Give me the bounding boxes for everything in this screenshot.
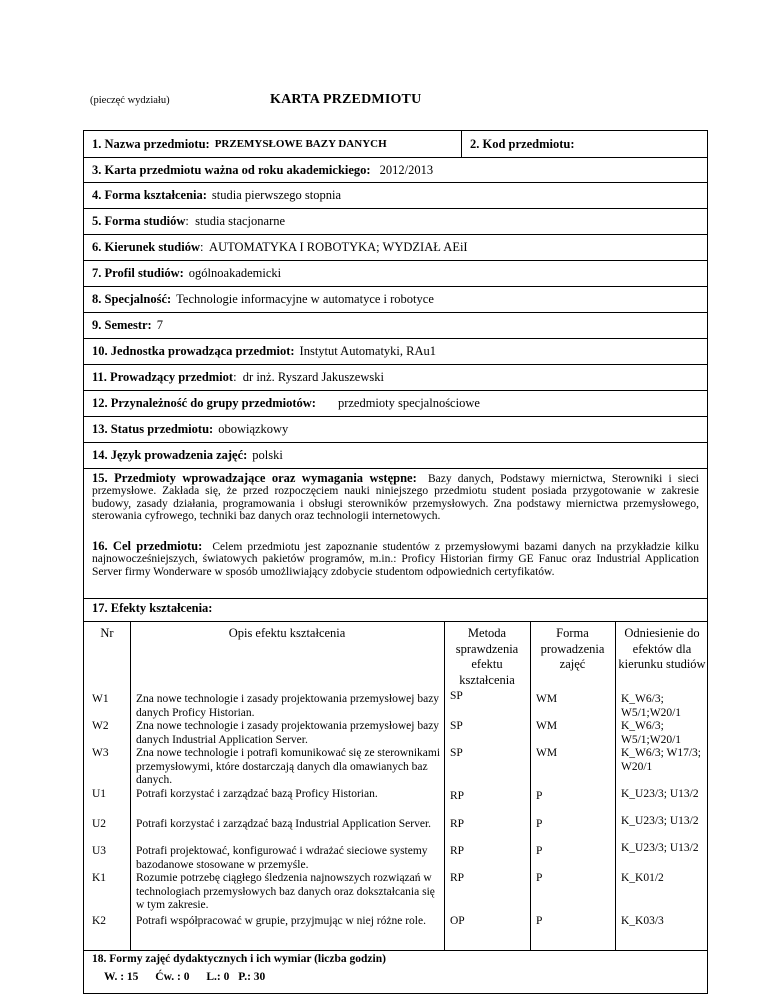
- field-3: [84, 158, 707, 183]
- course-name: PRZEMYSŁOWE BAZY DANYCH: [214, 138, 387, 150]
- outcome-nr: U2: [92, 818, 107, 830]
- outcomes-table: [84, 621, 707, 951]
- outcome-reference: K_W6/3; W17/3; W20/1: [621, 747, 701, 773]
- header-method: Metoda sprawdzenia efektu kształcenia: [455, 626, 519, 687]
- outcome-description: Rozumie potrzebę ciągłego śledzenia najnowszych rozwiązań w technologiach przemysłowych baz danych oraz dokształcania się w tym zakresie.: [136, 872, 435, 911]
- outcome-description: Zna nowe technologie i potrafi komunikować się ze sterownikami przemysłowymi, które dostarczają danych dla omawianych baz danych.: [136, 747, 441, 786]
- field-5-value: : studia stacjonarne: [185, 214, 286, 228]
- field-16-label: 16. Cel przedmiotu:: [92, 539, 203, 553]
- outcome-reference: K_K03/3: [621, 915, 664, 927]
- outcome-method: RP: [450, 872, 465, 884]
- field-18-label: 18. Formy zajęć dydaktycznych i ich wymiar (liczba godzin): [92, 953, 386, 965]
- field-17-label: 17. Efekty kształcenia:: [92, 601, 213, 615]
- outcome-method: RP: [450, 790, 465, 802]
- field-7-value: ogólnoakademicki: [188, 266, 282, 280]
- field-12-label: 12. Przynależność do grupy przedmiotów:: [92, 396, 316, 410]
- field-17: [84, 599, 707, 621]
- outcome-method: SP: [450, 690, 463, 702]
- field-11-label: 11. Prowadzący przedmiot: [92, 370, 234, 384]
- outcome-nr: W1: [92, 693, 109, 705]
- field-18: [84, 951, 707, 993]
- field-10: [84, 339, 707, 365]
- field-6-value: : AUTOMATYKA I ROBOTYKA; WYDZIAŁ AEiI: [200, 240, 468, 254]
- field-5-label: 5. Forma studiów: [92, 214, 186, 228]
- outcome-method: RP: [450, 845, 465, 857]
- field-3-value: 2012/2013: [379, 162, 434, 177]
- field-8-value: Technologie informacyjne w automatyce i robotyce: [176, 292, 434, 306]
- page-title: KARTA PRZEDMIOTU: [270, 92, 422, 107]
- field-16: [84, 537, 707, 599]
- outcome-description: Zna nowe technologie i zasady projektowania przemysłowej bazy danych Proficy Historian.: [136, 693, 440, 719]
- outcome-description: Zna nowe technologie i zasady projektowania przemysłowej bazy danych Industrial Application Server.: [136, 720, 440, 746]
- field-9-value: 7: [156, 318, 163, 332]
- outcome-nr: U3: [92, 845, 107, 857]
- field-8: [84, 287, 707, 313]
- field-6: [84, 235, 707, 261]
- field-12: [84, 391, 707, 417]
- outcome-nr: K2: [92, 915, 107, 927]
- field-1-label: 1. Nazwa przedmiotu:: [92, 136, 210, 151]
- outcome-nr: U1: [92, 788, 107, 800]
- header-nr: Nr: [100, 626, 114, 640]
- field-2-label: 2. Kod przedmiotu:: [470, 136, 575, 151]
- outcome-reference: K_W6/3; W5/1;W20/1: [621, 720, 682, 746]
- outcome-reference: K_U23/3; U13/2: [621, 815, 699, 827]
- outcome-description: Potrafi korzystać i zarządzać bazą Industrial Application Server.: [136, 818, 432, 830]
- outcome-description: Potrafi współpracować w grupie, przyjmując w niej różne role.: [136, 915, 426, 927]
- field-16-value: Celem przedmiotu jest zapoznanie studentów z przemysłowymi bazami danych na przykładzie kilku najnowocześniejszych, światowych pakietów programów, m.in.: Proficy Historian firmy GE Fanuc oraz Industrial Application Server firmy Wonderware w sposób umożliwiający zdobycie studentom odpowiednich certyfikatów.: [92, 541, 700, 578]
- field-7-label: 7. Profil studiów:: [92, 266, 184, 280]
- outcome-method: SP: [450, 720, 463, 732]
- outcome-form: WM: [536, 747, 558, 759]
- outcome-description: Potrafi korzystać i zarządzać bazą Proficy Historian.: [136, 788, 378, 800]
- hours-exercises: Ćw. : 0: [155, 971, 190, 983]
- field-4-value: studia pierwszego stopnia: [211, 188, 342, 202]
- field-14-label: 14. Język prowadzenia zajęć:: [92, 448, 248, 462]
- outcome-method: RP: [450, 818, 465, 830]
- field-10-value: Instytut Automatyki, RAu1: [299, 344, 437, 358]
- field-10-label: 10. Jednostka prowadząca przedmiot:: [92, 344, 295, 358]
- outcome-method: SP: [450, 747, 463, 759]
- outcome-nr: W2: [92, 720, 109, 732]
- outcome-form: P: [536, 915, 543, 927]
- field-13: [84, 417, 707, 443]
- hours-lecture: W. : 15: [104, 971, 139, 983]
- field-9-label: 9. Semestr:: [92, 318, 152, 332]
- field-14-value: polski: [252, 448, 283, 462]
- field-4-label: 4. Forma kształcenia:: [92, 188, 207, 202]
- field-15: [84, 469, 707, 537]
- course-card-form: [83, 130, 708, 994]
- field-13-value: obowiązkowy: [218, 422, 289, 436]
- outcome-reference: K_U23/3; U13/2: [621, 788, 699, 800]
- field-5: [84, 209, 707, 235]
- header-reference: Odniesienie do efektów dla kierunku studiów: [618, 626, 706, 671]
- field-11: [84, 365, 707, 391]
- outcome-form: P: [536, 818, 543, 830]
- outcome-form: P: [536, 790, 543, 802]
- field-3-label: 3. Karta przedmiotu ważna od roku akademickiego:: [92, 162, 371, 177]
- header-description: Opis efektu kształcenia: [228, 626, 346, 640]
- outcome-nr: K1: [92, 872, 107, 884]
- field-15-label: 15. Przedmioty wprowadzające oraz wymagania wstępne:: [92, 471, 417, 485]
- field-6-label: 6. Kierunek studiów: [92, 240, 201, 254]
- faculty-stamp-label: (pieczęć wydziału): [90, 95, 170, 106]
- field-4: [84, 183, 707, 209]
- outcome-reference: K_U23/3; U13/2: [621, 842, 699, 854]
- field-14: [84, 443, 707, 469]
- outcome-description: Potrafi projektować, konfigurować i wdrażać sieciowe systemy bazodanowe stosowane w przemyśle.: [136, 845, 428, 871]
- outcome-reference: K_K01/2: [621, 872, 664, 884]
- outcome-method: OP: [450, 915, 465, 927]
- outcome-form: WM: [536, 720, 558, 732]
- outcome-form: WM: [536, 693, 558, 705]
- field-1-2: [84, 131, 707, 158]
- hours-project: P.: 30: [238, 971, 266, 983]
- field-15-value: Bazy danych, Podstawy miernictwa, Sterowniki i sieci przemysłowe. Zakłada się, że przed rozpoczęciem nauki niniejszego przedmiotu student posiada przygotowanie w zakresie budowy, zasady działania, programowania i obsługi sterowników przemysłowych. Zna podstawy miernictwa przemysłowego, sterowania cyfrowego, techniki baz danych oraz technologii internetowych.: [92, 473, 700, 522]
- outcome-form: P: [536, 872, 543, 884]
- field-9: [84, 313, 707, 339]
- field-11-value: : dr inż. Ryszard Jakuszewski: [233, 370, 384, 384]
- field-12-value: przedmioty specjalnościowe: [337, 396, 480, 410]
- field-13-label: 13. Status przedmiotu:: [92, 422, 214, 436]
- hours-lab: L.: 0: [206, 971, 230, 983]
- field-7: [84, 261, 707, 287]
- hours-breakdown: [104, 971, 699, 983]
- outcome-form: P: [536, 845, 543, 857]
- outcome-nr: W3: [92, 747, 109, 759]
- header-form: Forma prowadzenia zajęć: [540, 626, 605, 671]
- outcome-reference: K_W6/3; W5/1;W20/1: [621, 693, 682, 719]
- field-8-label: 8. Specjalność:: [92, 292, 172, 306]
